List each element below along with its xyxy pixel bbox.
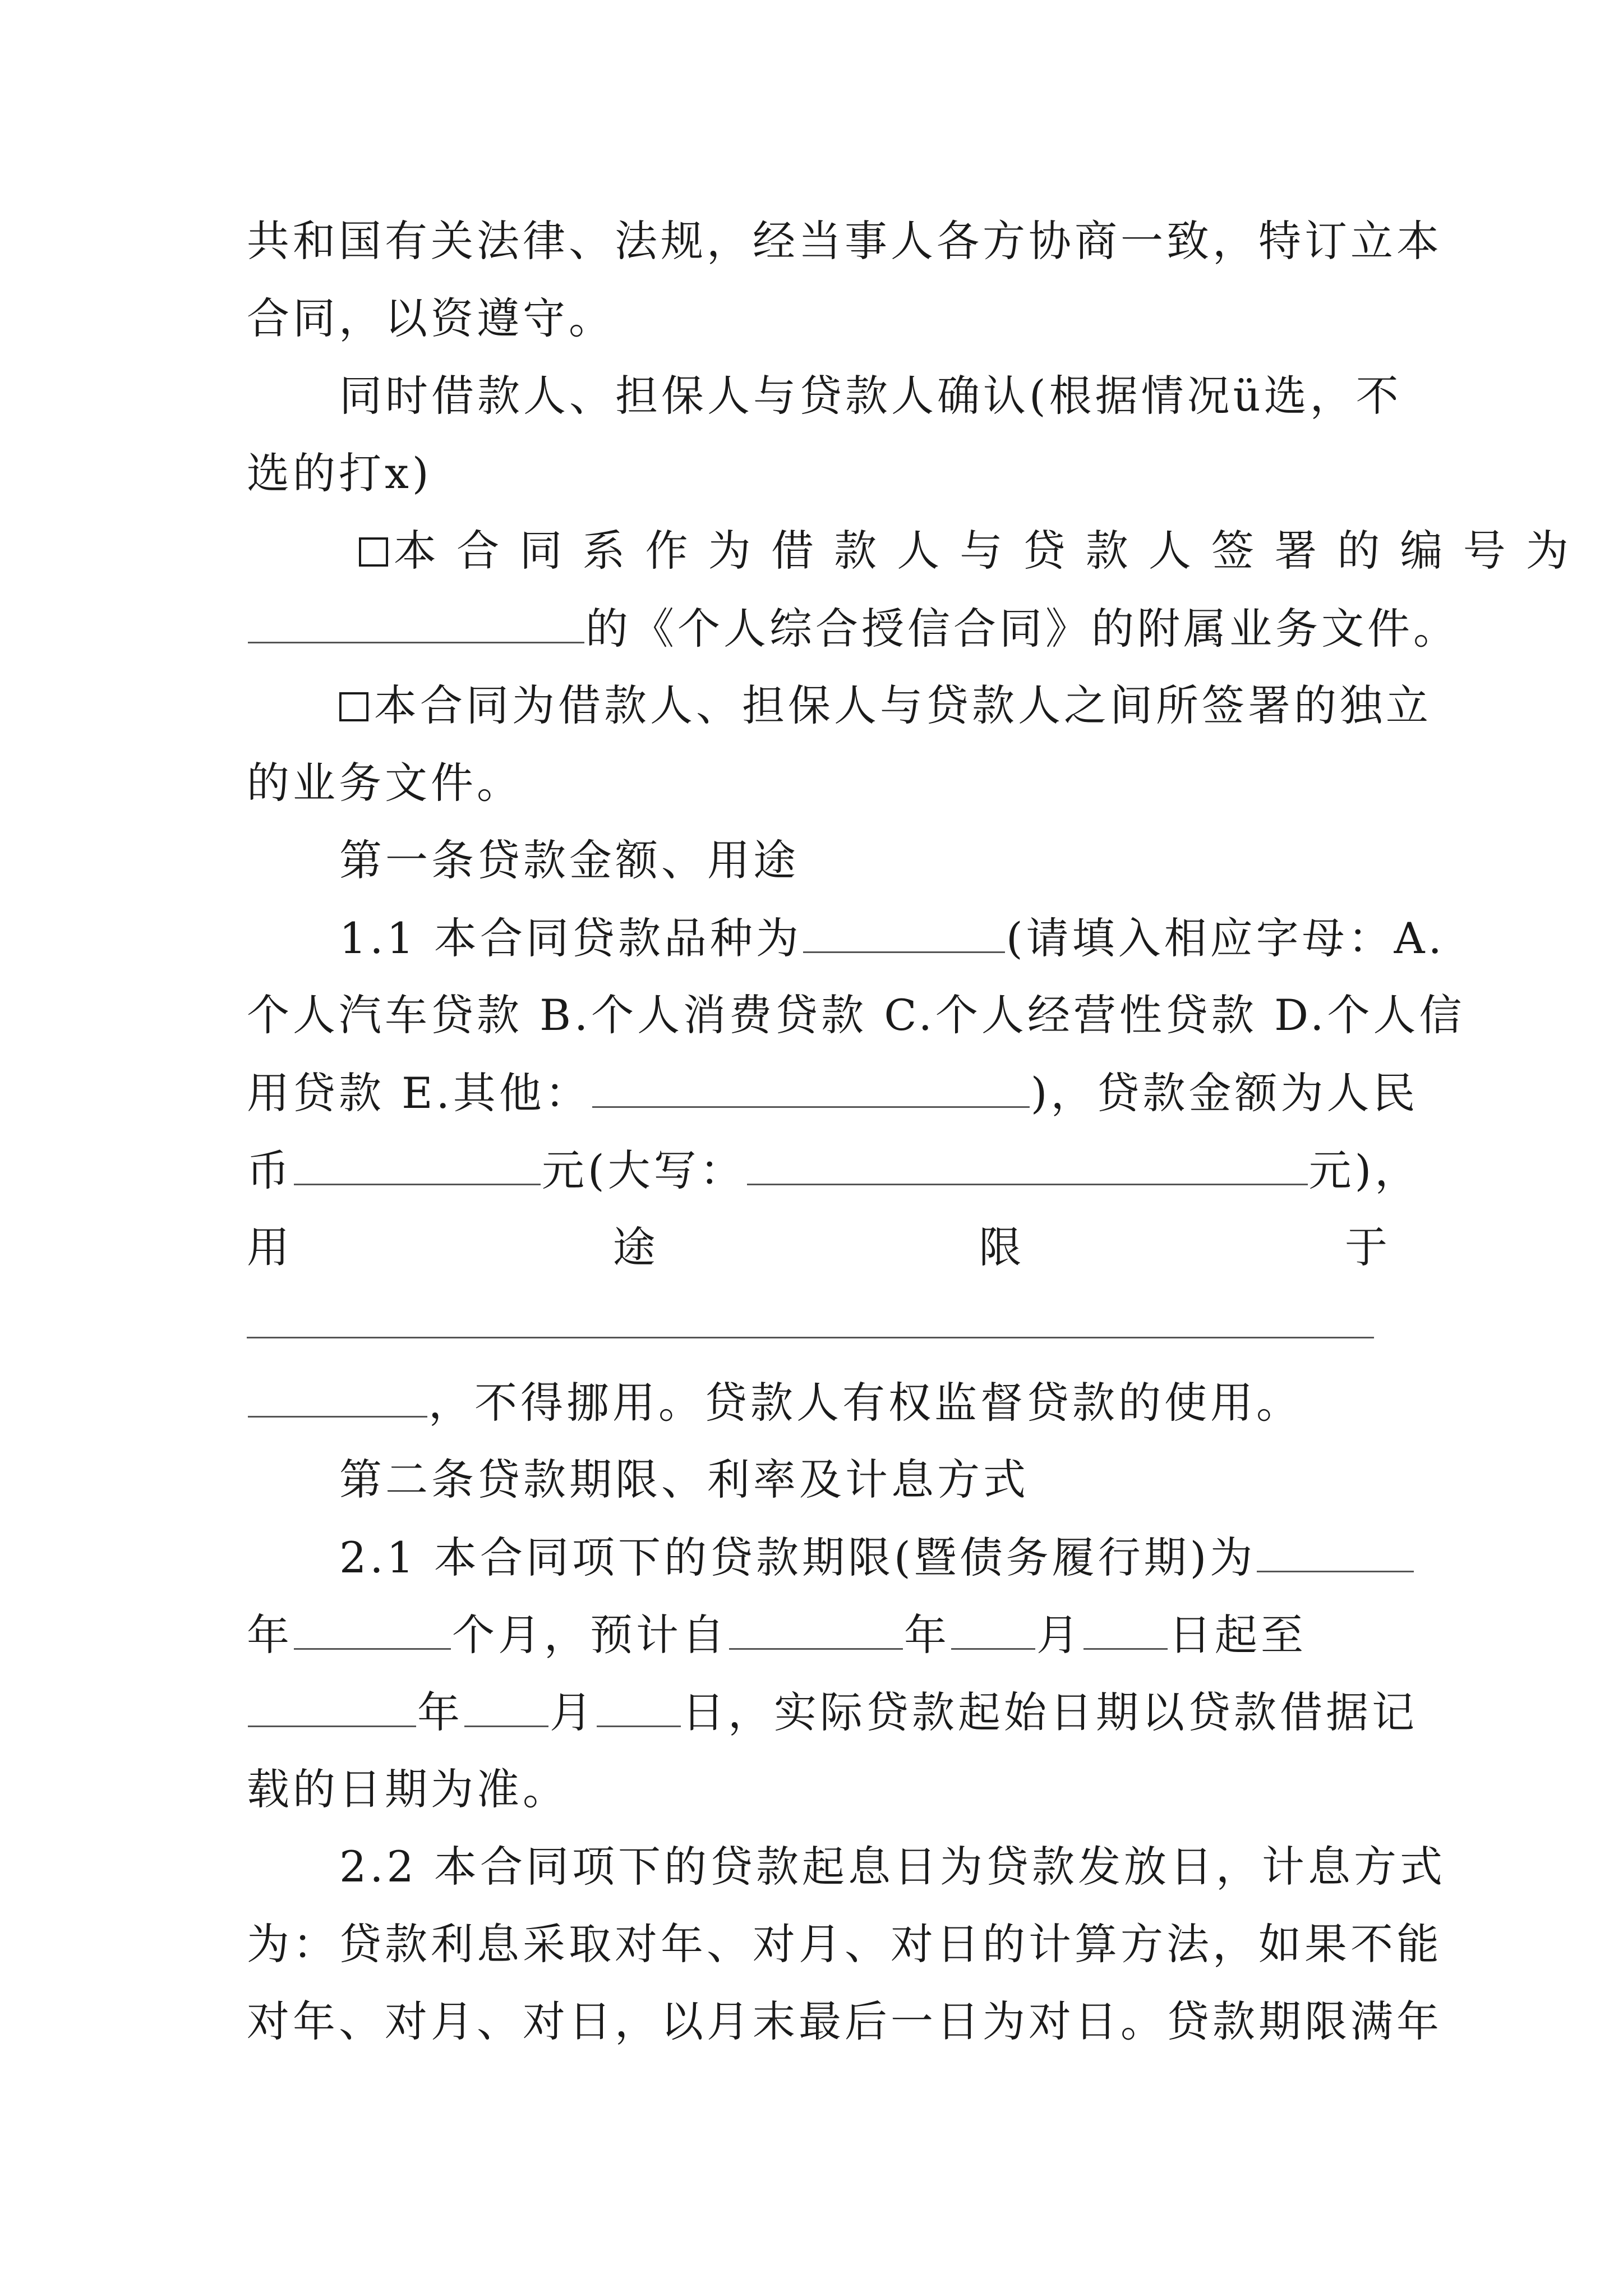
option-1-text: 本 合 同 系 作 为 借 款 人 与 贷 款 人 签 署 的 编 号 为 [394, 526, 1572, 576]
clause-text: (请填入相应字母：A. [1006, 913, 1445, 963]
clause-text: 月 [1036, 1610, 1082, 1660]
checkbox-icon[interactable] [339, 692, 368, 721]
fill-blank-long[interactable] [247, 1337, 1374, 1338]
text-line [247, 1684, 1418, 1740]
clause-text: 月 [550, 1687, 596, 1737]
spaced-char: 途 [612, 1222, 659, 1272]
text-line [247, 1142, 1447, 1198]
text-line: 个人汽车贷款 B.个人消费贷款 C.个人经营性贷款 D.个人信 [247, 990, 1465, 1040]
clause-text: 年 [904, 1610, 950, 1660]
fill-blank[interactable] [729, 1607, 903, 1650]
text-line: 同时借款人、担保人与贷款人确认(根据情况ü选，不 [339, 371, 1402, 421]
option-2 [339, 678, 1432, 734]
fill-blank[interactable] [1083, 1607, 1168, 1650]
option-1 [359, 523, 1572, 579]
fill-blank[interactable] [1257, 1529, 1414, 1572]
spaced-char: 限 [979, 1222, 1025, 1272]
text-line [247, 1220, 1391, 1276]
text-line [247, 1065, 1419, 1121]
clause-text: 年 [417, 1687, 463, 1737]
checkbox-icon[interactable] [359, 537, 388, 567]
text-line: 选的打x) [247, 448, 432, 498]
text-line: 2.2 本合同项下的贷款起息日为贷款发放日，计息方式 [339, 1842, 1446, 1892]
clause-text: 元(大写： [542, 1145, 746, 1195]
text-line: 载的日期为准。 [247, 1764, 569, 1814]
clause-text: ，不得挪用。贷款人有权监督贷款的使用。 [428, 1378, 1302, 1428]
spaced-char: 用 [247, 1222, 293, 1272]
text-line: 的业务文件。 [247, 758, 523, 808]
clause-text: )，贷款金额为人民 [1030, 1068, 1419, 1118]
fill-blank[interactable] [597, 1684, 681, 1727]
text-line: 合同，以资遵守。 [247, 293, 615, 343]
option-2-text: 本合同为借款人、担保人与贷款人之间所签署的独立 [374, 680, 1432, 730]
clause-text: 年 [247, 1610, 293, 1660]
fill-blank[interactable] [248, 600, 584, 643]
spaced-char: 于 [1344, 1222, 1391, 1272]
clause-text: 元)， [1308, 1145, 1421, 1195]
fill-blank[interactable] [248, 1374, 427, 1418]
text-line [339, 910, 1445, 966]
fill-blank[interactable] [294, 1142, 541, 1185]
fill-blank[interactable] [248, 1684, 416, 1727]
clause-text: 2.1 本合同项下的贷款期限(暨债务履行期)为 [339, 1533, 1256, 1582]
fill-blank[interactable] [294, 1607, 451, 1650]
clause-text: 日起至 [1169, 1610, 1307, 1660]
text-line: 对年、对月、对日，以月末最后一日为对日。贷款期限满年 [247, 1996, 1442, 2046]
text-line [247, 1607, 1391, 1663]
clause-text: 1.1 本合同贷款品种为 [339, 913, 803, 963]
fill-blank[interactable] [951, 1607, 1035, 1650]
fill-blank[interactable] [747, 1142, 1308, 1185]
article-2-title: 第二条贷款期限、利率及计息方式 [339, 1455, 1029, 1504]
text-line [339, 1529, 1391, 1585]
clause-text: 日，实际贷款起始日期以贷款借据记 [682, 1687, 1418, 1737]
text-line [247, 1374, 1391, 1430]
text-line: 为：贷款利息采取对年、对月、对日的计算方法，如果不能 [247, 1919, 1442, 1969]
clause-text: 用贷款 E.其他： [247, 1068, 591, 1118]
clause-text: 币 [247, 1145, 293, 1195]
fill-blank[interactable] [592, 1065, 1030, 1108]
fill-blank[interactable] [803, 910, 1005, 953]
clause-text: 个月，预计自 [452, 1610, 728, 1660]
text-line [247, 600, 1459, 656]
option-1-text-cont: 的《个人综合授信合同》的附属业务文件。 [585, 604, 1459, 654]
text-line: 共和国有关法律、法规，经当事人各方协商一致，特订立本 [247, 216, 1442, 266]
article-1-title: 第一条贷款金额、用途 [339, 835, 799, 885]
fill-blank[interactable] [464, 1684, 548, 1727]
